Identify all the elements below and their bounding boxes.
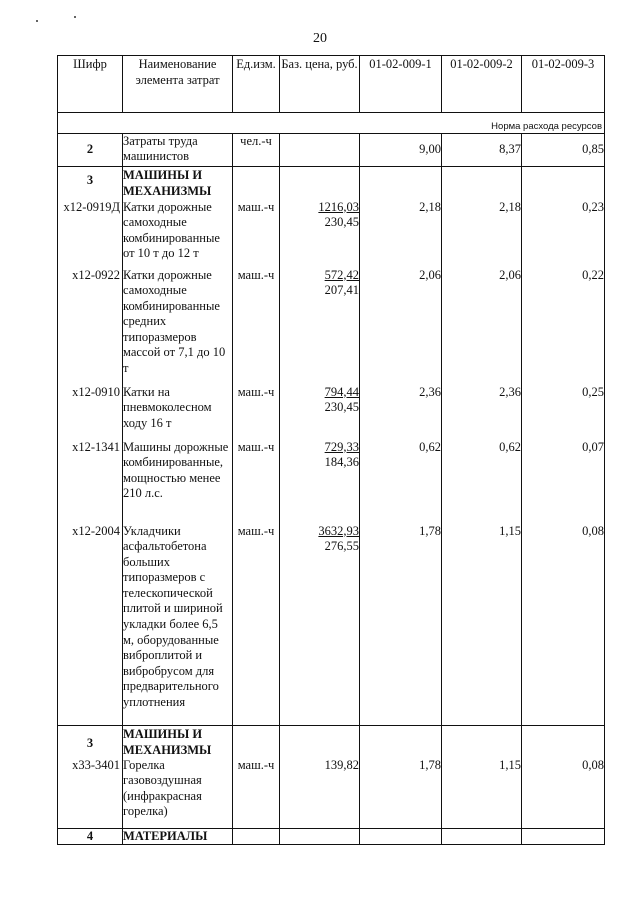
header-col1: 01-02-009-1: [360, 56, 442, 113]
item-price-salary: 230,45: [324, 215, 359, 230]
item-v2: 2,06: [499, 267, 521, 282]
item-v1: 2,18: [419, 199, 441, 214]
machines-v3-cell: [522, 166, 605, 725]
empty-cell: [280, 828, 360, 845]
machines-code-cell: [58, 166, 123, 725]
item-v3: 0,25: [582, 384, 604, 399]
item-code: х33-3401: [72, 757, 120, 772]
labor-unit: чел.-ч: [233, 133, 280, 166]
item-v3: 0,07: [582, 439, 604, 454]
resource-norms-table: [57, 55, 605, 845]
labor-price: [280, 133, 360, 166]
labor-v3: 0,85: [522, 133, 605, 166]
item-v1: 0,62: [419, 439, 441, 454]
table-row-labor: [58, 133, 605, 166]
item-v2: 1,15: [499, 523, 521, 538]
header-unit: Ед.изм.: [233, 56, 280, 113]
item-code: х12-0922: [72, 267, 120, 282]
table-row-machines-section: [58, 166, 605, 725]
machines-v1-cell: [360, 166, 442, 725]
labor-v2: 8,37: [442, 133, 522, 166]
header-price: Баз. цена, руб.: [280, 56, 360, 113]
item-code: х12-2004: [72, 523, 120, 538]
item-v2: 1,15: [499, 757, 521, 772]
labor-code: 2: [58, 133, 123, 166]
scan-speck: [36, 20, 38, 22]
item-price-salary: 184,36: [324, 455, 359, 470]
item-v1: 1,78: [419, 757, 441, 772]
item-v3: 0,23: [582, 199, 604, 214]
labor-name: Затраты труда машинистов: [123, 133, 233, 166]
section2-title: МАШИНЫ И МЕХАНИЗМЫ: [123, 726, 212, 757]
header-code: Шифр: [58, 56, 123, 113]
spacer-row: [58, 113, 605, 121]
item-unit: маш.-ч: [237, 439, 275, 454]
item-unit: маш.-ч: [237, 757, 275, 772]
section2-v2-cell: [442, 725, 522, 828]
page-number: 20: [313, 31, 327, 46]
section2-unit-cell: [233, 725, 280, 828]
item-price-salary: 276,55: [324, 539, 359, 554]
item-price-main: 794,44: [324, 384, 359, 399]
machines-price-cell: [280, 166, 360, 725]
section2-code: 3: [86, 735, 94, 750]
item-unit: маш.-ч: [237, 199, 275, 214]
item-v3: 0,22: [582, 267, 604, 282]
empty-cell: [442, 828, 522, 845]
empty-cell: [522, 828, 605, 845]
item-code: х12-0910: [72, 384, 120, 399]
section3-code: 4: [58, 828, 123, 845]
item-name: Машины дорожные комбинированные, мощностью менее 210 л.с.: [123, 439, 229, 501]
item-v1: 2,36: [419, 384, 441, 399]
item-v1: 1,78: [419, 523, 441, 538]
item-name: Катки дорожные самоходные комбинированные от 10 т до 12 т: [123, 199, 220, 261]
item-name: Укладчики асфальтобетона больших типоразмеров с телескопической плитой и шириной укладки более 6,5 м, оборудованные виброплитой и вибробрусом для предварительного уплотнения: [123, 523, 223, 710]
item-code: х12-1341: [72, 439, 120, 454]
machines-v2-cell: [442, 166, 522, 725]
norm-label-row: [58, 121, 605, 134]
section2-price-cell: [280, 725, 360, 828]
item-price-main: 3632,93: [318, 523, 359, 538]
header-col3: 01-02-009-3: [522, 56, 605, 113]
item-price-main: 572,42: [324, 267, 359, 282]
item-v3: 0,08: [582, 523, 604, 538]
scan-speck: [74, 16, 76, 18]
header-col2: 01-02-009-2: [442, 56, 522, 113]
item-v1: 2,06: [419, 267, 441, 282]
item-v2: 2,36: [499, 384, 521, 399]
section1-title: МАШИНЫ И МЕХАНИЗМЫ: [123, 167, 212, 198]
empty-cell: [360, 828, 442, 845]
item-unit: маш.-ч: [237, 523, 275, 538]
item-unit: маш.-ч: [237, 384, 275, 399]
labor-v1: 9,00: [360, 133, 442, 166]
item-name: Катки на пневмоколесном ходу 16 т: [123, 384, 212, 430]
item-price-salary: 230,45: [324, 400, 359, 415]
item-price-main: 1216,03: [318, 199, 359, 214]
section1-code: 3: [86, 172, 94, 187]
item-v2: 0,62: [499, 439, 521, 454]
table-row-machines-section-2: [58, 725, 605, 828]
item-unit: маш.-ч: [237, 267, 275, 282]
table-row-materials-section: [58, 828, 605, 845]
section2-v3-cell: [522, 725, 605, 828]
header-name: Наименование элемента затрат: [123, 56, 233, 113]
norm-label: Норма расхода ресурсов: [58, 121, 605, 134]
section2-code-cell: [58, 725, 123, 828]
item-price-salary: 207,41: [324, 283, 359, 298]
machines-unit-cell: [233, 166, 280, 725]
table-header-row: [58, 56, 605, 113]
section2-v1-cell: [360, 725, 442, 828]
item-price: 139,82: [324, 757, 359, 772]
item-code: х12-0919Д: [63, 199, 120, 214]
section2-name-cell: [123, 725, 233, 828]
machines-name-cell: [123, 166, 233, 725]
item-v3: 0,08: [582, 757, 604, 772]
empty-cell: [233, 828, 280, 845]
item-name: Горелка газовоздушная (инфракрасная горелка): [123, 757, 202, 819]
item-name: Катки дорожные самоходные комбинированные средних типоразмеров массой от 7,1 до 10 т: [123, 267, 226, 376]
item-v2: 2,18: [499, 199, 521, 214]
section3-title: МАТЕРИАЛЫ: [123, 828, 233, 845]
item-price-main: 729,33: [324, 439, 359, 454]
